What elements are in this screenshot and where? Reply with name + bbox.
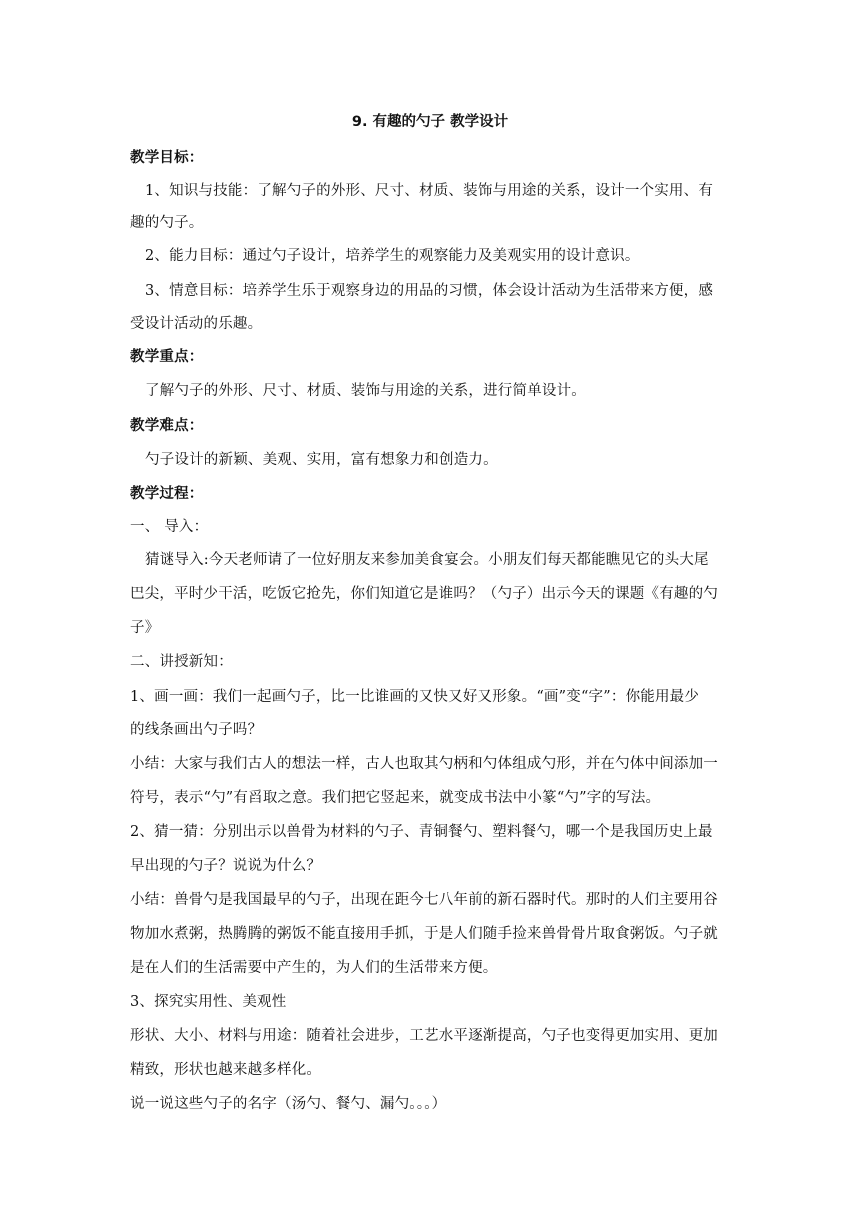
intro-line-2: 巴尖，平时少干活，吃饭它抢先，你们知道它是谁吗？（勺子）出示今天的课题《有趣的勺 [130,586,718,602]
spoon-names-line: 说一说这些勺子的名字（汤勺、餐勺、漏勺。。。） [130,1096,447,1112]
guess-line-2: 早出现的勺子？说说为什么？ [130,858,322,874]
process-heading: 教学过程： [130,486,204,502]
objective-3-line-1: 3、情意目标：培养学生乐于观察身边的用品的习惯，体会设计活动为生活带来方便，感 [145,283,714,299]
summary-2-line-2: 物加水煮粥，热腾腾的粥饭不能直接用手抓，于是人们随手捡来兽骨骨片取食粥饭。勺子就 [130,926,718,942]
explore-heading: 3、探究实用性、美观性 [130,994,287,1010]
shape-line-1: 形状、大小、材料与用途：随着社会进步，工艺水平逐渐提高，勺子也变得更加实用、更加 [130,1028,718,1044]
key-points-text: 了解勺子的外形、尺寸、材质、装饰与用途的关系，进行简单设计。 [145,383,586,399]
objective-3-line-2: 受设计活动的乐趣。 [130,316,263,332]
shape-line-2: 精致，形状也越来越多样化。 [130,1062,322,1078]
objective-2: 2、能力目标：通过勺子设计，培养学生的观察能力及美观实用的设计意识。 [145,248,640,264]
draw-line-1: 1、画一画：我们一起画勺子，比一比谁画的又快又好又形象。“画”变“字”：你能用最少 [130,689,700,705]
difficulty-text: 勺子设计的新颖、美观、实用，富有想象力和创造力。 [145,452,498,468]
objective-1-line-1: 1、知识与技能：了解勺子的外形、尺寸、材质、装饰与用途的关系，设计一个实用、有 [145,183,714,199]
step-1-heading: 一、 导入： [130,519,209,535]
summary-1-line-2: 符号，表示“勺”有舀取之意。我们把它竖起来，就变成书法中小篆“勺”字的写法。 [130,790,661,806]
objective-1-line-2: 趣的勺子。 [130,215,204,231]
key-points-heading: 教学重点： [130,349,204,365]
summary-2-line-1: 小结：兽骨勺是我国最早的勺子，出现在距今七八年前的新石器时代。那时的人们主要用谷 [130,892,718,908]
difficulty-heading: 教学难点： [130,418,204,434]
objectives-heading: 教学目标： [130,150,204,166]
guess-line-1: 2、猜一猜：分别出示以兽骨为材料的勺子、青铜餐勺、塑料餐勺，哪一个是我国历史上最 [130,824,713,840]
draw-line-2: 的线条画出勺子吗？ [130,722,263,738]
document-title: 9. 有趣的勺子 教学设计 [351,114,509,130]
intro-line-1: 猜谜导入:今天老师请了一位好朋友来参加美食宴会。小朋友们每天都能瞧见它的头大尾 [145,552,709,568]
summary-2-line-3: 是在人们的生活需要中产生的，为人们的生活带来方便。 [130,960,498,976]
step-2-heading: 二、讲授新知： [130,654,233,670]
summary-1-line-1: 小结：大家与我们古人的想法一样，古人也取其勺柄和勺体组成勺形，并在勺体中间添加一 [130,756,718,772]
intro-line-3: 子》 [130,620,160,636]
